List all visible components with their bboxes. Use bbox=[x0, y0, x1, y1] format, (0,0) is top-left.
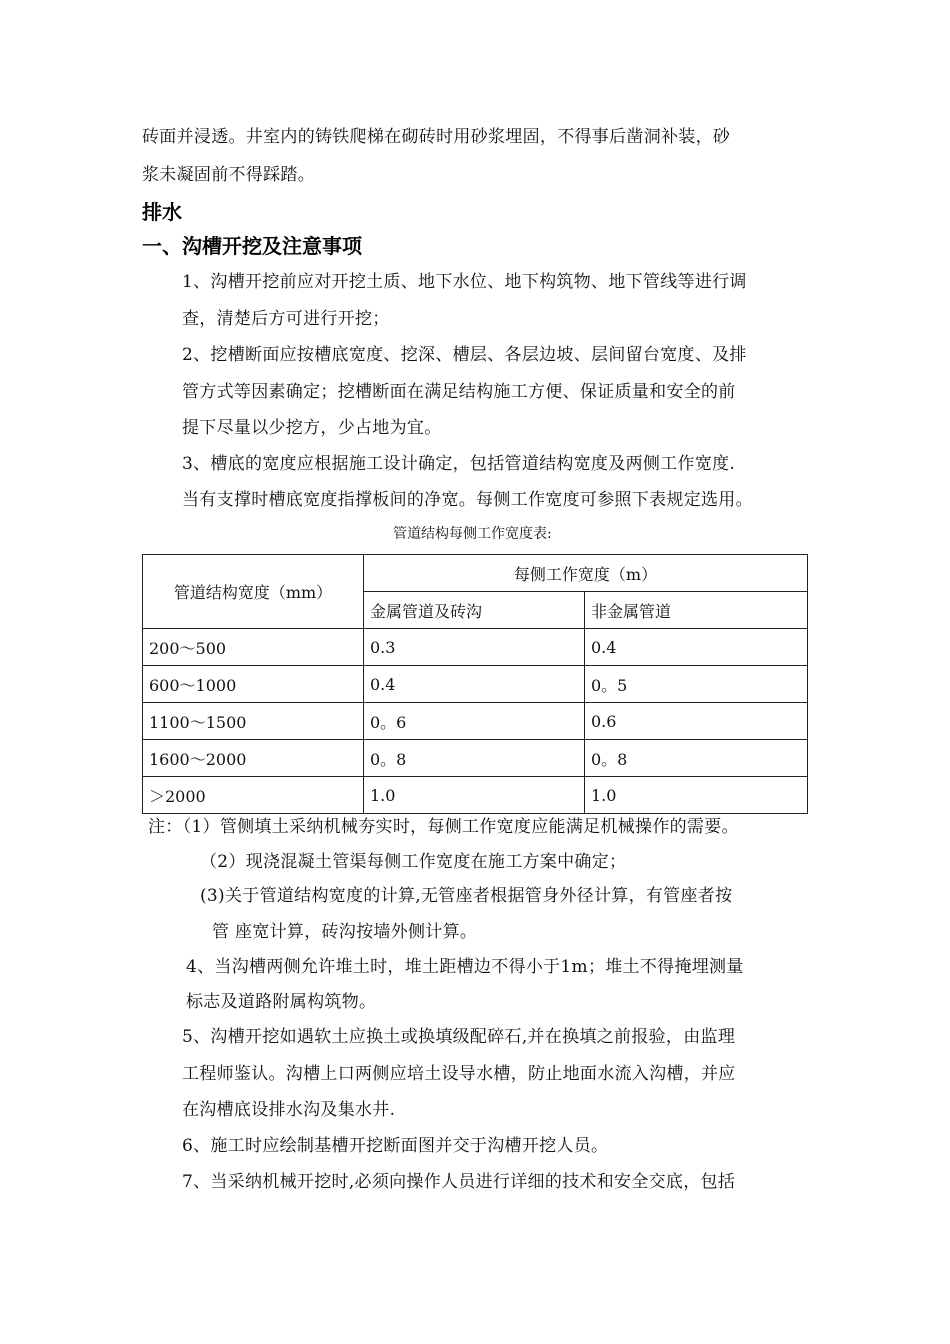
paragraph-line: 管方式等因素确定；挖槽断面在满足结构施工方便、保证质量和安全的前 bbox=[182, 382, 736, 402]
paragraph-line: 2、挖槽断面应按槽底宽度、挖深、槽层、各层边坡、层间留台宽度、及排 bbox=[182, 345, 747, 365]
paragraph-line: 工程师鉴认。沟槽上口两侧应培土设导水槽，防止地面水流入沟槽，并应 bbox=[182, 1064, 736, 1084]
paragraph-line: 7、当采纳机械开挖时,必须向操作人员进行详细的技术和安全交底，包括 bbox=[182, 1172, 736, 1192]
cell-nonmetal: 0。8 bbox=[585, 740, 808, 777]
cell-range: 1600～2000 bbox=[143, 740, 364, 777]
cell-metal: 0.3 bbox=[364, 629, 585, 666]
cell-metal: 0。6 bbox=[364, 703, 585, 740]
paragraph-line: 1、沟槽开挖前应对开挖土质、地下水位、地下构筑物、地下管线等进行调 bbox=[182, 272, 747, 292]
note-line: （2）现浇混凝土管渠每侧工作宽度在施工方案中确定； bbox=[200, 852, 627, 872]
cell-range: ＞2000 bbox=[143, 777, 364, 814]
paragraph-line: 标志及道路附属构筑物。 bbox=[186, 992, 377, 1012]
paragraph-line: 查，清楚后方可进行开挖； bbox=[182, 309, 390, 329]
subsection-title: 一、沟槽开挖及注意事项 bbox=[142, 234, 362, 258]
cell-metal: 0。8 bbox=[364, 740, 585, 777]
note-line: (3)关于管道结构宽度的计算,无管座者根据管身外径计算，有管座者按 bbox=[200, 886, 733, 906]
section-title: 排水 bbox=[142, 200, 182, 224]
paragraph-line: 6、施工时应绘制基槽开挖断面图并交于沟槽开挖人员。 bbox=[182, 1136, 609, 1156]
header-metal: 金属管道及砖沟 bbox=[364, 592, 585, 629]
header-structure-width: 管道结构宽度（mm） bbox=[143, 555, 364, 629]
intro-line: 砖面并浸透。井室内的铸铁爬梯在砌砖时用砂浆埋固，不得事后凿洞补装，砂 bbox=[142, 127, 731, 147]
work-width-table bbox=[142, 554, 808, 814]
cell-range: 200～500 bbox=[143, 629, 364, 666]
paragraph-line: 在沟槽底设排水沟及集水井. bbox=[182, 1100, 396, 1120]
cell-metal: 1.0 bbox=[364, 777, 585, 814]
cell-nonmetal: 1.0 bbox=[585, 777, 808, 814]
table-row bbox=[143, 666, 808, 703]
cell-metal: 0.4 bbox=[364, 666, 585, 703]
cell-range: 600～1000 bbox=[143, 666, 364, 703]
header-nonmetal: 非金属管道 bbox=[585, 592, 808, 629]
table-row bbox=[143, 740, 808, 777]
paragraph-line: 3、槽底的宽度应根据施工设计确定，包括管道结构宽度及两侧工作宽度. bbox=[182, 454, 736, 474]
paragraph-line: 5、沟槽开挖如遇软土应换土或换填级配碎石,并在换填之前报验，由监理 bbox=[182, 1027, 736, 1047]
cell-nonmetal: 0.4 bbox=[585, 629, 808, 666]
note-line: 注：（1）管侧填土采纳机械夯实时，每侧工作宽度应能满足机械操作的需要。 bbox=[148, 817, 739, 837]
paragraph-line: 提下尽量以少挖方，少占地为宜。 bbox=[182, 418, 442, 438]
header-work-width: 每侧工作宽度（m） bbox=[364, 555, 808, 592]
paragraph-line: 4、当沟槽两侧允许堆土时，堆土距槽边不得小于1m；堆土不得掩埋测量 bbox=[186, 957, 744, 977]
cell-nonmetal: 0.6 bbox=[585, 703, 808, 740]
cell-range: 1100～1500 bbox=[143, 703, 364, 740]
note-line: 管 座宽计算，砖沟按墙外侧计算。 bbox=[212, 922, 478, 942]
table-row bbox=[143, 629, 808, 666]
table-header-row bbox=[143, 555, 808, 592]
intro-line: 浆未凝固前不得踩踏。 bbox=[142, 165, 315, 185]
table-row bbox=[143, 703, 808, 740]
paragraph-line: 当有支撑时槽底宽度指撑板间的净宽。每侧工作宽度可参照下表规定选用。 bbox=[182, 490, 753, 510]
cell-nonmetal: 0。5 bbox=[585, 666, 808, 703]
table-row bbox=[143, 777, 808, 814]
table-caption: 管道结构每侧工作宽度表: bbox=[393, 526, 552, 542]
